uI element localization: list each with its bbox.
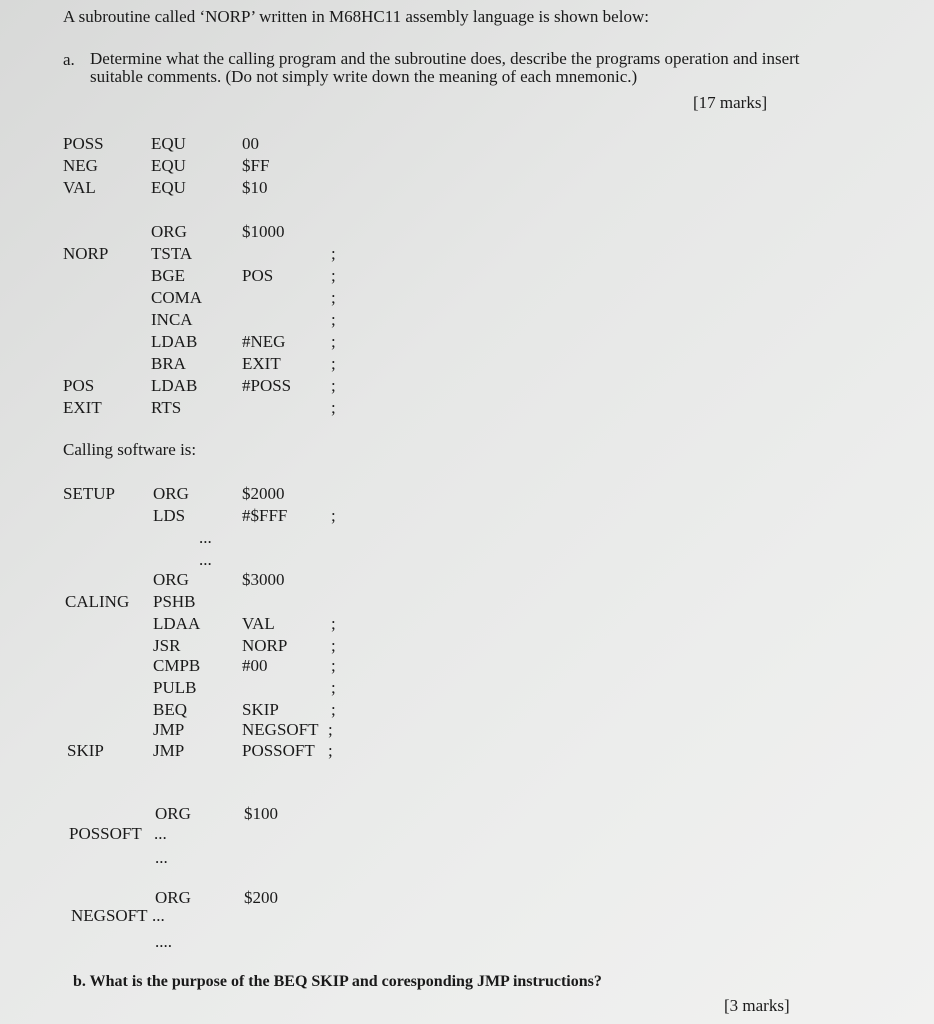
code-label: NEG [63,156,98,175]
code-comment: ; [328,720,333,739]
code-operand: $FF [242,156,270,175]
code-op: ORG [155,804,191,823]
code-operand: NORP [242,636,288,655]
code-operand: SKIP [242,700,279,719]
code-op: CMPB [153,656,201,675]
code-op: EQU [151,156,186,175]
ellipsis: ... [199,528,212,547]
code-op: TSTA [151,244,193,263]
code-op: JMP [153,741,185,760]
code-op: INCA [151,310,193,329]
code-label: VAL [63,178,96,197]
question-b-text: b. What is the purpose of the BEQ SKIP and coresponding JMP instructions? [73,973,602,990]
code-operand: VAL [242,614,275,633]
code-op: LDAB [151,332,198,351]
code-op: PSHB [153,592,196,611]
code-op: BGE [151,266,185,285]
code-label: NORP [63,244,109,263]
code-operand: EXIT [242,354,281,373]
code-label: SKIP [67,741,104,760]
code-operand: $200 [244,888,278,907]
code-op: LDAA [153,614,201,633]
code-operand: 00 [242,134,259,153]
code-comment: ; [331,310,336,329]
question-a-letter: a. [63,50,75,69]
code-operand: $100 [244,804,278,823]
heading: A subroutine called ‘NORP’ written in M68HC11 assembly language is shown below: [63,7,649,26]
code-op: BRA [151,354,186,373]
code-op: ORG [151,222,187,241]
code-op: LDS [153,506,186,525]
code-comment: ; [328,741,333,760]
code-comment: ; [331,700,336,719]
code-op: PULB [153,678,197,697]
code-label: EXIT [63,398,102,417]
code-operand: $2000 [242,484,285,503]
code-comment: ; [331,678,336,697]
code-op: EQU [151,178,186,197]
code-label: NEGSOFT [71,906,148,925]
code-op: RTS [151,398,182,417]
calling-software-label: Calling software is: [63,440,197,459]
code-comment: ; [331,614,336,633]
code-op: BEQ [153,700,187,719]
code-operand: #POSS [242,376,292,395]
code-label: CALING [65,592,130,611]
code-operand: #NEG [242,332,286,351]
code-op: COMA [151,288,203,307]
code-op: ORG [153,570,189,589]
code-operand: $1000 [242,222,285,241]
code-label: SETUP [63,484,115,503]
code-operand: POS [242,266,274,285]
question-a-text: Determine what the calling program and the subroutine does, describe the programs operation and insert suitable comments. (Do not simply write down the meaning of each mnemonic.) [90,49,800,86]
code-label: POS [63,376,95,395]
question-a-marks: [17 marks] [693,93,768,112]
code-operand: $10 [242,178,268,197]
code-operand: $3000 [242,570,285,589]
code-comment: ; [331,376,336,395]
ellipsis: ... [154,824,167,843]
ellipsis: ... [152,906,165,925]
code-label: POSS [63,134,104,153]
code-operand: #$FFF [242,506,288,525]
code-operand: #00 [242,656,268,675]
code-comment: ; [331,636,336,655]
code-op: ORG [153,484,189,503]
code-comment: ; [331,506,336,525]
code-operand: NEGSOFT [242,720,319,739]
code-op: JMP [153,720,185,739]
code-comment: ; [331,288,336,307]
question-b-marks: [3 marks] [724,996,790,1015]
code-comment: ; [331,354,336,373]
ellipsis: ... [199,550,212,569]
code-label: POSSOFT [69,824,142,843]
code-op: LDAB [151,376,198,395]
ellipsis: .... [155,932,172,951]
ellipsis: ... [155,848,168,867]
code-op: JSR [153,636,181,655]
code-comment: ; [331,332,336,351]
code-operand: POSSOFT [242,741,315,760]
code-op: EQU [151,134,186,153]
code-comment: ; [331,244,336,263]
code-comment: ; [331,656,336,675]
code-op: ORG [155,888,191,907]
code-comment: ; [331,266,336,285]
code-comment: ; [331,398,336,417]
